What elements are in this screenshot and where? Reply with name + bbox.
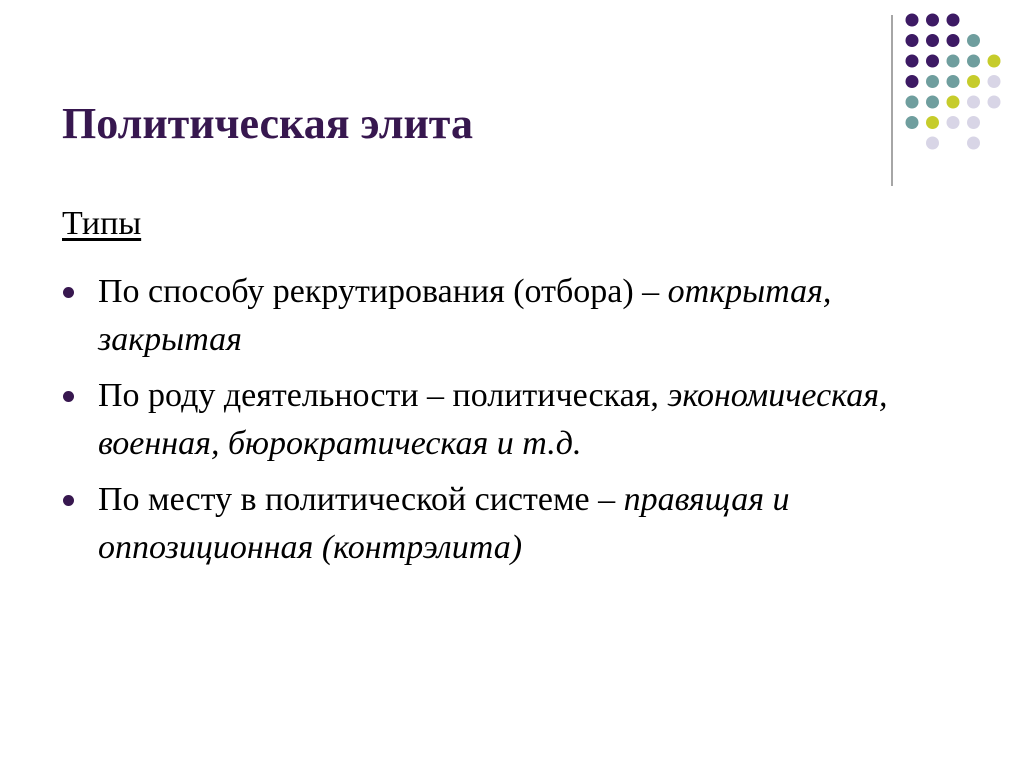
bullet-marker <box>63 287 74 298</box>
bullet-emphasis: правящая и оппозиционная (контрэлита) <box>98 481 790 566</box>
decorative-dot <box>947 75 960 88</box>
decorative-dot <box>988 96 1001 109</box>
decorative-dot <box>926 14 939 27</box>
decorative-dot <box>947 116 960 129</box>
section-label: Типы <box>62 205 142 242</box>
slide-title: Политическая элита <box>62 99 473 148</box>
bullet-emphasis: открытая, закрытая <box>98 273 832 358</box>
bullet-text: По роду деятельности – политическая, <box>98 377 659 414</box>
decorative-dot <box>967 96 980 109</box>
decorative-dot <box>988 75 1001 88</box>
list-item <box>62 476 962 572</box>
decorative-dot <box>926 34 939 47</box>
decorative-dot <box>947 96 960 109</box>
decorative-dot <box>906 55 919 68</box>
decorative-dot <box>906 34 919 47</box>
list-item <box>62 268 962 364</box>
bullet-list <box>62 268 962 580</box>
decorative-dot <box>926 96 939 109</box>
decorative-dot <box>926 75 939 88</box>
decorative-dot <box>906 75 919 88</box>
decorative-dot <box>967 137 980 150</box>
list-item <box>62 372 962 468</box>
decorative-vertical-rule <box>891 15 893 186</box>
decorative-dot <box>947 34 960 47</box>
decorative-dot <box>906 14 919 27</box>
decorative-dot <box>926 116 939 129</box>
bullet-emphasis: экономическая, военная, бюрократическая и т.д. <box>98 377 888 462</box>
decorative-dot <box>967 55 980 68</box>
bullet-marker <box>63 391 74 402</box>
decorative-dot <box>967 75 980 88</box>
decorative-dot <box>988 55 1001 68</box>
decorative-dot <box>947 55 960 68</box>
decorative-dot <box>926 55 939 68</box>
decorative-dot <box>926 137 939 150</box>
decorative-dot-grid <box>903 11 1015 166</box>
decorative-dot <box>967 34 980 47</box>
decorative-dot <box>906 116 919 129</box>
decorative-dot <box>947 14 960 27</box>
decorative-dot <box>906 96 919 109</box>
bullet-text: По месту в политической системе – <box>98 481 616 518</box>
bullet-marker <box>63 495 74 506</box>
bullet-text: По способу рекрутирования (отбора) – <box>98 273 660 310</box>
decorative-dot <box>967 116 980 129</box>
